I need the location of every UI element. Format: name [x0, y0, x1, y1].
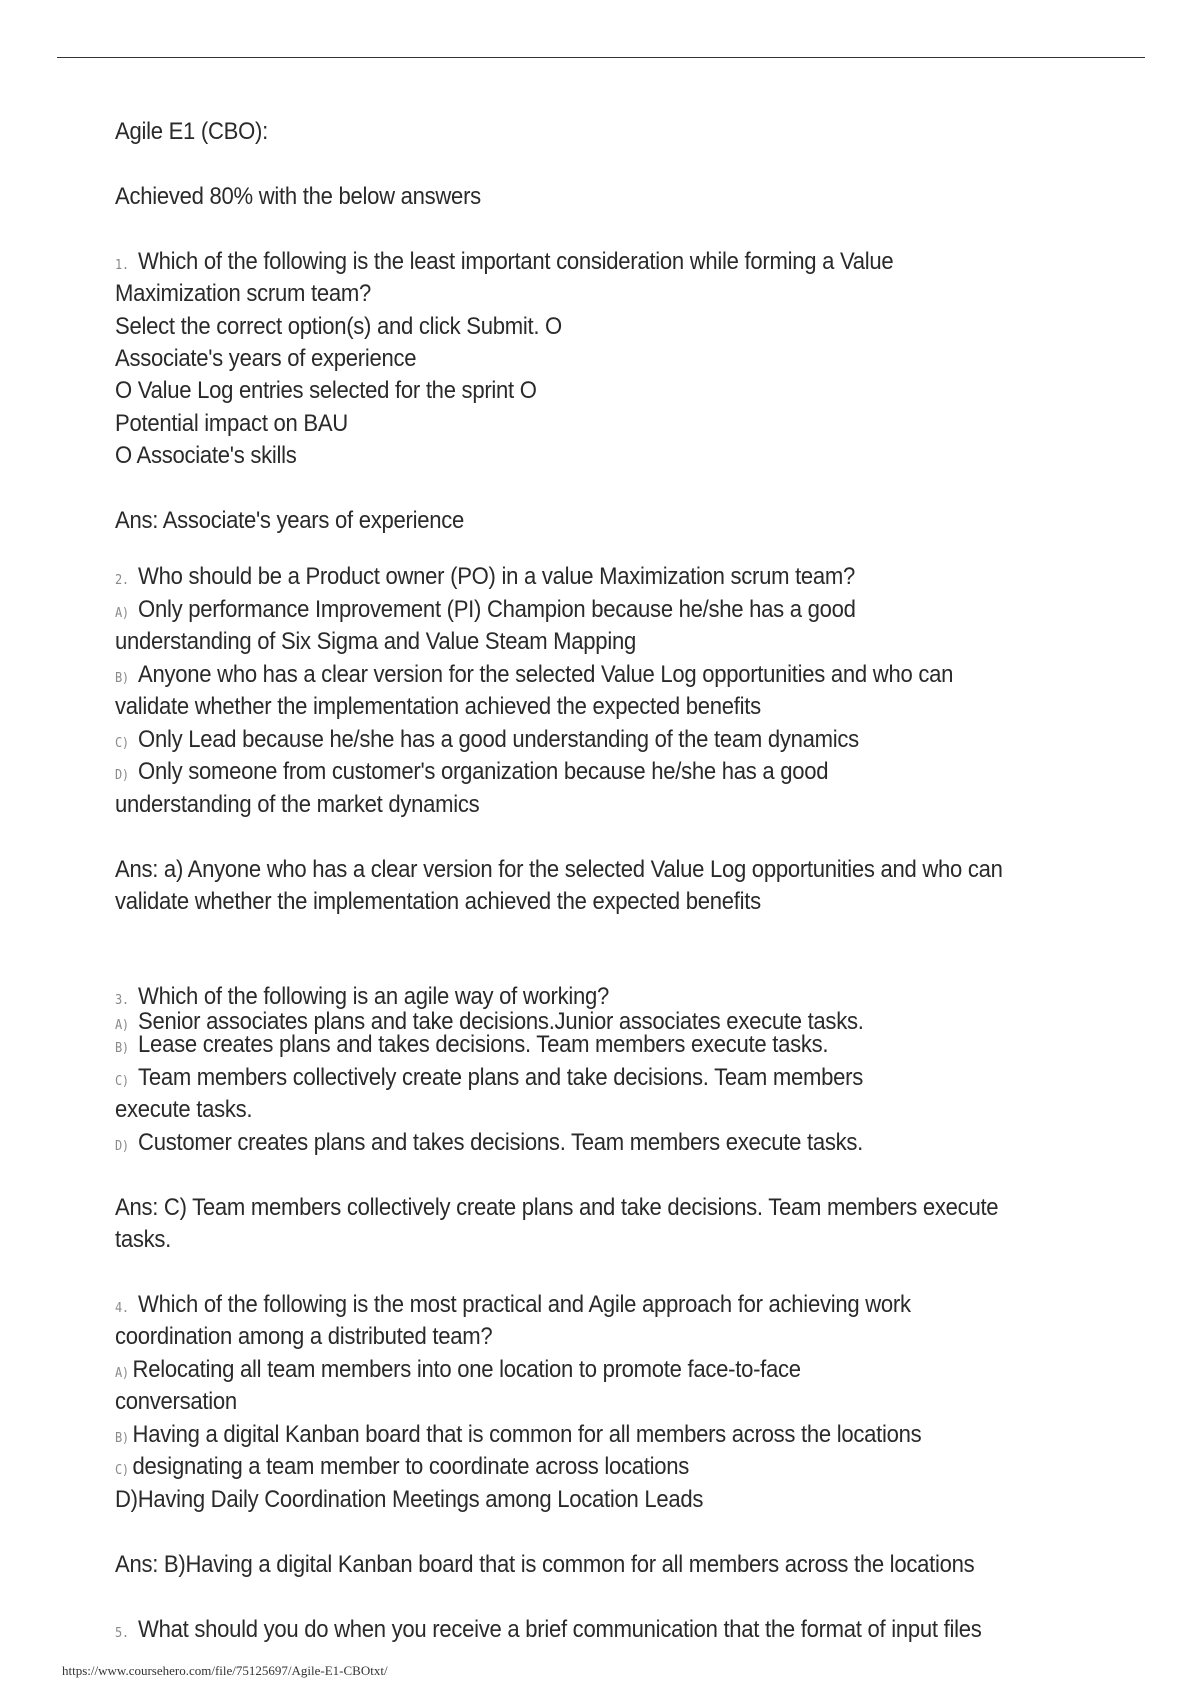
q3-d-marker: D): [115, 1139, 129, 1154]
q2-option-c: C) Only Lead because he/she has a good understanding of the team dynamics: [115, 726, 859, 753]
q4-option-c: C) designating a team member to coordinate across locations: [115, 1453, 690, 1480]
q1-line2: Maximization scrum team?: [115, 280, 371, 307]
q2-option-d-cont: understanding of the market dynamics: [115, 791, 480, 818]
q3-a-marker: A): [115, 1018, 129, 1033]
q3-answer-line1: Ans: C) Team members collectively create plans and take decisions. Team members execute: [115, 1194, 999, 1221]
q1-answer: Ans: Associate's years of experience: [115, 507, 464, 534]
q3-b-marker: B): [115, 1041, 129, 1056]
q1-line3: Select the correct option(s) and click Submit. O: [115, 313, 562, 340]
q4-answer: Ans: B)Having a digital Kanban board that is common for all members across the locations: [115, 1551, 975, 1578]
q4-b-marker: B): [115, 1431, 129, 1446]
q1-line7: O Associate's skills: [115, 442, 297, 469]
q5-line1: 5. What should you do when you receive a brief communication that the format of input files: [115, 1616, 982, 1643]
q4-option-a-cont: conversation: [115, 1388, 237, 1415]
q2-option-b: B) Anyone who has a clear version for the selected Value Log opportunities and who can: [115, 661, 954, 688]
page-title: Agile E1 (CBO):: [115, 118, 268, 145]
q3-option-c-cont: execute tasks.: [115, 1096, 253, 1123]
q2-number: 2.: [115, 573, 129, 588]
q2-a-marker: A): [115, 606, 129, 621]
q1-line1: 1. Which of the following is the least important consideration while forming a Value: [115, 248, 894, 275]
q3-c-marker: C): [115, 1074, 129, 1089]
q3-question: 3. Which of the following is an agile way of working?: [115, 983, 610, 1010]
q3-option-c: C) Team members collectively create plans and take decisions. Team members: [115, 1064, 863, 1091]
q2-question: 2. Who should be a Product owner (PO) in a value Maximization scrum team?: [115, 563, 856, 590]
q3-option-d: D) Customer creates plans and takes decisions. Team members execute tasks.: [115, 1129, 863, 1156]
q1-line6: Potential impact on BAU: [115, 410, 348, 437]
q2-b-marker: B): [115, 671, 129, 686]
q4-line1: 4. Which of the following is the most practical and Agile approach for achieving work: [115, 1291, 911, 1318]
page-subtitle: Achieved 80% with the below answers: [115, 183, 481, 210]
q2-answer-line1: Ans: a) Anyone who has a clear version for the selected Value Log opportunities and who can: [115, 856, 1003, 883]
q4-line2: coordination among a distributed team?: [115, 1323, 493, 1350]
q2-option-d: D) Only someone from customer's organization because he/she has a good: [115, 758, 829, 785]
q3-number: 3.: [115, 993, 129, 1008]
q3-option-a: A) Senior associates plans and take decisions.Junior associates execute tasks.: [115, 1008, 864, 1035]
q3-option-b: B) Lease creates plans and takes decisions. Team members execute tasks.: [115, 1031, 829, 1058]
q2-answer-line2: validate whether the implementation achieved the expected benefits: [115, 888, 761, 915]
q4-option-d: D)Having Daily Coordination Meetings among Location Leads: [115, 1486, 704, 1513]
top-rule: [57, 57, 1145, 58]
q2-option-a-cont: understanding of Six Sigma and Value Steam Mapping: [115, 628, 636, 655]
q4-number: 4.: [115, 1301, 129, 1316]
q3-answer-line2: tasks.: [115, 1226, 172, 1253]
q1-number: 1.: [115, 258, 129, 273]
q4-option-b: B) Having a digital Kanban board that is common for all members across the locations: [115, 1421, 922, 1448]
q5-number: 5.: [115, 1626, 129, 1641]
q2-d-marker: D): [115, 768, 129, 783]
q4-c-marker: C): [115, 1463, 129, 1478]
q4-a-marker: A): [115, 1366, 129, 1381]
q2-option-a: A) Only performance Improvement (PI) Champion because he/she has a good: [115, 596, 856, 623]
footer-url[interactable]: https://www.coursehero.com/file/75125697/Agile-E1-CBOtxt/: [62, 1663, 388, 1678]
q2-option-b-cont: validate whether the implementation achieved the expected benefits: [115, 693, 761, 720]
q1-line4: Associate's years of experience: [115, 345, 417, 372]
q1-line5: O Value Log entries selected for the sprint O: [115, 377, 537, 404]
q4-option-a: A) Relocating all team members into one location to promote face-to-face: [115, 1356, 801, 1383]
q2-c-marker: C): [115, 736, 129, 751]
